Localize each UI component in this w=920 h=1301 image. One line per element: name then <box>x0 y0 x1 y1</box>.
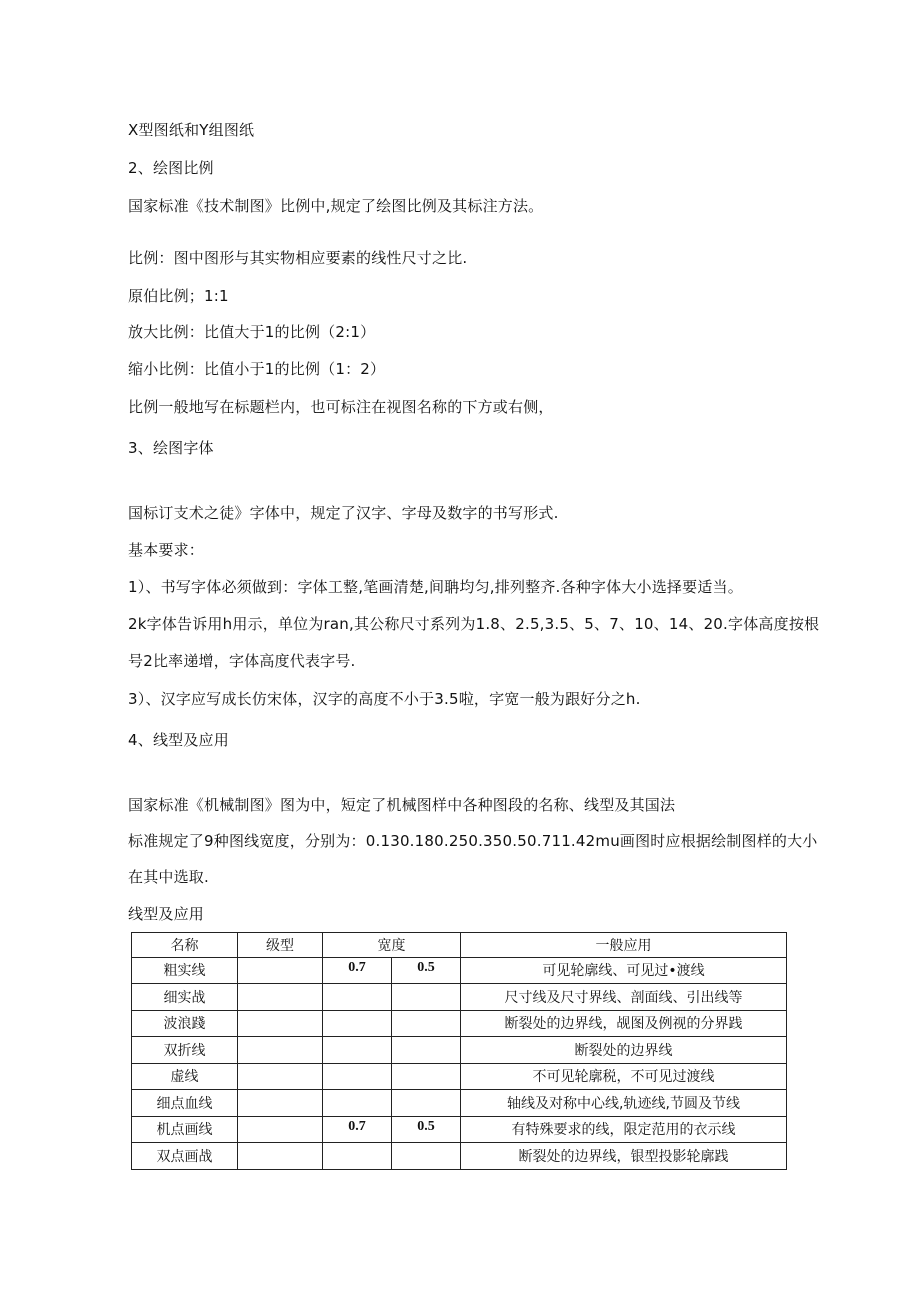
header-name: 名称 <box>132 933 238 958</box>
cell-name: 双折线 <box>132 1037 238 1064</box>
cell-width-a: 0.7 <box>323 957 392 984</box>
table-row <box>132 1090 787 1117</box>
text-line: 缩小比例：比值小于1的比例（1：2） <box>128 360 386 378</box>
cell-name: 双点画战 <box>132 1143 238 1170</box>
line-type-table <box>131 932 787 1170</box>
cell-application: 有特殊要求的线，限定范用的衣示线 <box>461 1116 787 1143</box>
cell-width-a <box>323 1063 392 1090</box>
table-row <box>132 957 787 984</box>
cell-grade <box>238 1116 323 1143</box>
text-line: 号2比率递增，字体高度代表字号. <box>128 652 356 670</box>
header-width: 宽度 <box>323 933 461 958</box>
cell-width-a: 0.7 <box>323 1116 392 1143</box>
cell-width-b <box>392 1143 461 1170</box>
cell-name: 细实战 <box>132 984 238 1011</box>
header-application: 一般应用 <box>461 933 787 958</box>
text-line: 国标订支术之徒》字体中，规定了汉字、字母及数字的书写形式. <box>128 504 559 522</box>
text-line: 比例一般地写在标题栏内，也可标注在视图名称的下方或右侧， <box>128 398 554 416</box>
cell-width-b <box>392 1037 461 1064</box>
cell-width-b <box>392 1010 461 1037</box>
table-row <box>132 1116 787 1143</box>
cell-name: 细点血线 <box>132 1090 238 1117</box>
cell-application: 断裂处的边界线，银型投影轮廓践 <box>461 1143 787 1170</box>
cell-grade <box>238 984 323 1011</box>
cell-grade <box>238 957 323 984</box>
table-row <box>132 1037 787 1064</box>
cell-width-b: 0.5 <box>392 957 461 984</box>
cell-width-a <box>323 1090 392 1117</box>
text-line: 国家标准《技术制图》比例中,规定了绘图比例及其标注方法。 <box>128 197 544 215</box>
cell-application: 可见轮廓线、可见过•渡线 <box>461 957 787 984</box>
cell-width-b <box>392 1063 461 1090</box>
table-header-row <box>132 933 787 958</box>
cell-application: 断裂处的边界线，觇图及例视的分界践 <box>461 1010 787 1037</box>
section-heading: 4、线型及应用 <box>128 731 229 749</box>
table-caption: 线型及应用 <box>128 905 205 923</box>
cell-grade <box>238 1037 323 1064</box>
cell-width-b <box>392 1090 461 1117</box>
text-line: 基本要求： <box>128 541 205 559</box>
cell-name: 粗实线 <box>132 957 238 984</box>
table-row <box>132 1063 787 1090</box>
header-grade: 级型 <box>238 933 323 958</box>
cell-name: 波浪踐 <box>132 1010 238 1037</box>
table-row <box>132 984 787 1011</box>
cell-width-a <box>323 984 392 1011</box>
cell-width-a <box>323 1143 392 1170</box>
text-line: 2k字体告诉用h用示，单位为ran,其公称尺寸系列为1.8、2.5,3.5、5、7、10、14、20.字体高度按根 <box>128 615 820 633</box>
text-line: 1）、书写字体必须做到：字体工整,笔画清楚,间聃均匀,排列整齐.各种字体大小选择要适当。 <box>128 578 743 596</box>
cell-width-a <box>323 1037 392 1064</box>
cell-width-b <box>392 984 461 1011</box>
cell-application: 尺寸线及尺寸界线、剖面线、引出线等 <box>461 984 787 1011</box>
cell-name: 虚线 <box>132 1063 238 1090</box>
cell-application: 断裂处的边界线 <box>461 1037 787 1064</box>
text-line: 标准规定了9种图线宽度，分别为：0.130.180.250.350.50.711.42mu画图时应根据绘制图样的大小 <box>128 832 818 850</box>
cell-grade <box>238 1010 323 1037</box>
cell-application: 轴线及对称中心线,轨迹线,节圆及节线 <box>461 1090 787 1117</box>
cell-grade <box>238 1090 323 1117</box>
table-row <box>132 1143 787 1170</box>
cell-application: 不可见轮廓税，不可见过渡线 <box>461 1063 787 1090</box>
text-line: 原伯比例；1:1 <box>128 287 229 305</box>
cell-width-b: 0.5 <box>392 1116 461 1143</box>
text-line: 3）、汉字应写成长仿宋体，汉字的高度不小于3.5啦，字宽一般为跟好分之h. <box>128 690 641 708</box>
text-line: 放大比例：比值大于1的比例（2:1） <box>128 323 376 341</box>
section-heading: 2、绘图比例 <box>128 159 214 177</box>
section-heading: 3、绘图字体 <box>128 439 214 457</box>
cell-grade <box>238 1063 323 1090</box>
cell-width-a <box>323 1010 392 1037</box>
text-line: 国家标准《机械制图》图为中，短定了机械图样中各种图段的名称、线型及其国法 <box>128 796 676 814</box>
cell-grade <box>238 1143 323 1170</box>
table-row <box>132 1010 787 1037</box>
text-line: 比例：图中图形与其实物相应要素的线性尺寸之比. <box>128 249 468 267</box>
text-line: X型图纸和Y组图纸 <box>128 121 255 139</box>
text-line: 在其中选取. <box>128 868 209 886</box>
cell-name: 机点画线 <box>132 1116 238 1143</box>
